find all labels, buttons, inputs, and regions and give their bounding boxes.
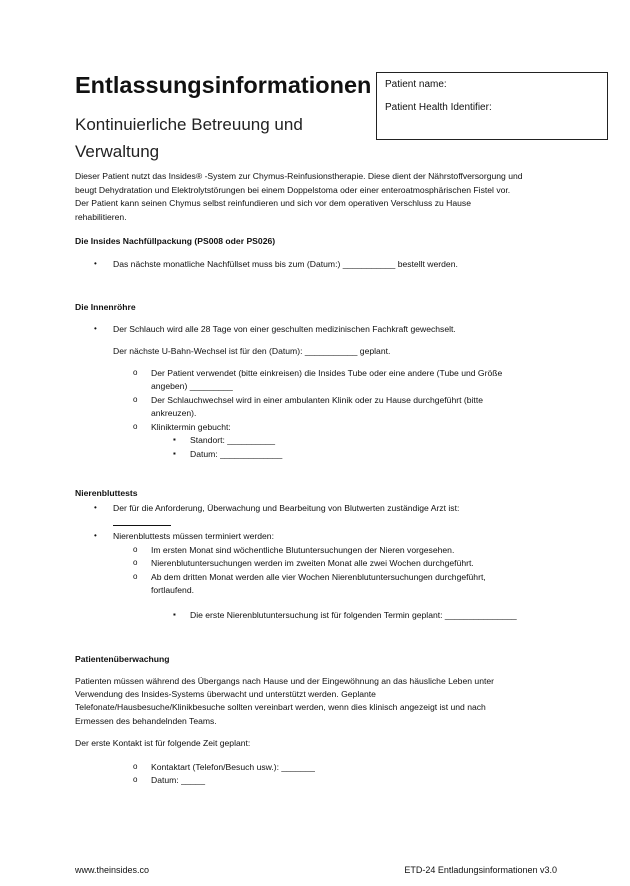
circle-bullet-icon: o [133,545,138,554]
tube-heading: Die Innenröhre [75,302,136,312]
circle-bullet-icon: o [133,395,138,404]
circle-bullet-icon: o [133,762,138,771]
tube-sub-item: ankreuzen). [151,408,197,418]
patient-info-box [376,72,608,140]
tube-bullet: Der Schlauch wird alle 28 Tage von einer geschulten medizinischen Fachkraft gewechselt. [113,324,456,334]
intro-line: Der Patient kann seinen Chymus selbst reinfundieren und sich vor dem operativen Verschluss zu Hause [75,198,472,208]
blood-sub-item: Ab dem dritten Monat werden alle vier Wochen Nierenblutuntersuchungen durchgeführt, [151,572,486,582]
intro-line: rehabilitieren. [75,212,127,222]
tube-sub-item: Kliniktermin gebucht: [151,422,231,432]
patient-name-label: Patient name: [385,79,447,90]
footer-website: www.theinsides.co [75,865,150,875]
footer-doc-id: ETD-24 Entladungsinformationen v3.0 [404,865,557,875]
blood-bullet-2: Nierenbluttests müssen terminiert werden: [113,531,274,541]
circle-bullet-icon: o [133,368,138,377]
square-bullet-icon: ▪ [173,449,176,458]
patient-id-label: Patient Health Identifier: [385,102,492,113]
subtitle-line-1: Kontinuierliche Betreuung und [75,115,303,134]
blood-sub-item: Nierenblutuntersuchungen werden im zweiten Monat alle zwei Wochen durchgeführt. [151,558,474,568]
first-contact: Der erste Kontakt ist für folgende Zeit geplant: [75,738,251,748]
square-bullet-icon: ▪ [173,610,176,619]
tube-sub-item: angeben) _________ [151,381,233,391]
page-title: Entlassungsinformationen [75,72,372,98]
tube-sub-item: Der Schlauchwechsel wird in einer ambulanten Klinik oder zu Hause durchgeführt (bitte [151,395,483,405]
tube-next-change: Der nächste U-Bahn-Wechsel ist für den (Datum): ___________ geplant. [113,346,391,356]
circle-bullet-icon: o [133,422,138,431]
circle-bullet-icon: o [133,572,138,581]
blood-sub-item: Im ersten Monat sind wöchentliche Blutuntersuchungen der Nieren vorgesehen. [151,545,455,555]
intro-line: beugt Dehydratation und Elektrolytstörungen bei einem Doppelstoma oder einer enteroatmosphärischen Fistel vor. [75,185,511,195]
monitor-line: Telefonate/Hausbesuche/Klinikbesuche sollten vereinbart werden, wenn dies klinisch angezeigt ist und nach [75,702,486,712]
doctor-blank-line [113,525,171,526]
clinic-location: Standort: __________ [190,435,276,445]
square-bullet-icon: ▪ [173,435,176,444]
contact-date: Datum: _____ [151,775,205,785]
blood-sub-item: fortlaufend. [151,585,194,595]
subtitle-line-2: Verwaltung [75,142,160,161]
intro-line: Dieser Patient nutzt das Insides® -System zur Chymus-Reinfusionstherapie. Diese dient der Nährstoffversorgung und [75,171,523,181]
bullet-icon: • [94,324,97,333]
contact-type: Kontaktart (Telefon/Besuch usw.): _______ [151,762,315,772]
bullet-icon: • [94,259,97,268]
refill-bullet: Das nächste monatliche Nachfüllset muss bis zum (Datum:) ___________ bestellt werden. [113,259,458,269]
monitor-heading: Patientenüberwachung [75,654,170,664]
bullet-icon: • [94,503,97,512]
blood-heading: Nierenbluttests [75,488,138,498]
blood-bullet-1: Der für die Anforderung, Überwachung und Bearbeitung von Blutwerten zuständige Arzt ist: [113,503,460,513]
monitor-line: Ermessen des behandelnden Teams. [75,716,217,726]
refill-heading: Die Insides Nachfüllpackung (PS008 oder PS026) [75,236,276,246]
circle-bullet-icon: o [133,775,138,784]
clinic-date: Datum: _____________ [190,449,283,459]
tube-sub-item: Der Patient verwendet (bitte einkreisen) die Insides Tube oder eine andere (Tube und Größe [151,368,503,378]
bullet-icon: • [94,531,97,540]
monitor-line: Patienten müssen während des Übergangs nach Hause und der Eingewöhnung an das häusliche Leben unter [75,676,494,686]
monitor-line: Verwendung des Insides-Systems überwacht und unterstützt werden. Geplante [75,689,376,699]
first-blood-test: Die erste Nierenblutuntersuchung ist für folgenden Termin geplant: _______________ [190,610,517,620]
circle-bullet-icon: o [133,558,138,567]
